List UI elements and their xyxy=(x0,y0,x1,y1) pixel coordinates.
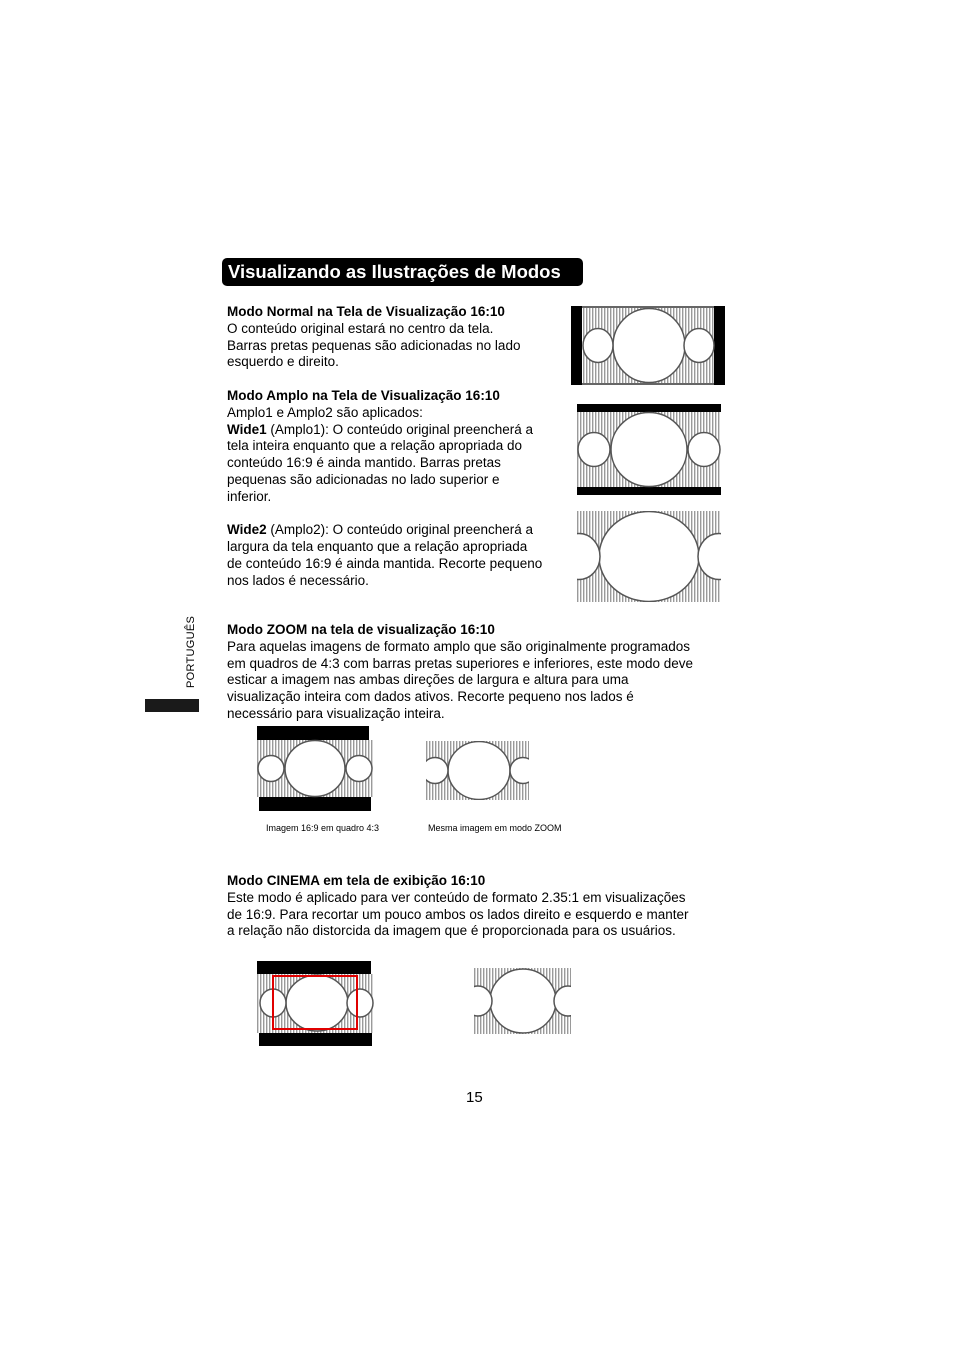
body-line: Barras pretas pequenas são adicionadas no lado xyxy=(227,337,521,353)
body-line xyxy=(227,422,572,439)
caption-right: Mesma imagem em modo ZOOM xyxy=(428,823,562,833)
page-title: Visualizando as Ilustrações de Modos xyxy=(222,258,583,286)
section-normal xyxy=(227,304,572,371)
page-number: 15 xyxy=(466,1089,483,1106)
body-line: a relação não distorcida da imagem que é proporcionada para os usuários. xyxy=(227,923,676,939)
side-language-tab xyxy=(145,699,199,712)
body-line: tela inteira enquanto que a relação apropriada do xyxy=(227,438,522,454)
body-line: de conteúdo 16:9 é ainda mantida. Recorte pequeno xyxy=(227,555,543,571)
body-line: de 16:9. Para recortar um pouco ambos os lados direito e esquerdo e manter xyxy=(227,906,689,922)
body-line: conteúdo 16:9 é ainda mantido. Barras pretas xyxy=(227,455,501,471)
section-heading: Modo CINEMA em tela de exibição 16:10 xyxy=(227,873,486,888)
body-line xyxy=(227,522,572,539)
caption-left: Imagem 16:9 em quadro 4:3 xyxy=(266,823,380,833)
body-line: Este modo é aplicado para ver conteúdo de formato 2.35:1 em visualizações xyxy=(227,889,686,905)
body-line: Para aquelas imagens de formato amplo que são originalmente programados xyxy=(227,638,691,654)
body-line: pequenas são adicionadas no lado superior e xyxy=(227,471,500,487)
section-heading: Modo ZOOM na tela de visualização 16:10 xyxy=(227,622,495,637)
cinema-source-figure xyxy=(257,961,374,1046)
wide2-mode-figure xyxy=(577,511,721,602)
wide1-label: Wide1 xyxy=(227,421,267,437)
body-line: inferior. xyxy=(227,488,272,504)
section-heading: Modo Normal na Tela de Visualização 16:10 xyxy=(227,304,505,319)
body-line: em quadros de 4:3 com barras pretas superiores e inferiores, este modo deve xyxy=(227,655,693,671)
body-line: esquerdo e direito. xyxy=(227,354,339,370)
wide2-label: Wide2 xyxy=(227,522,267,538)
wide2-text: (Amplo2): O conteúdo original preencherá a xyxy=(266,522,534,538)
zoom-mode-figure xyxy=(426,741,529,800)
body-line: esticar a imagem nas ambas direções de largura e altura para uma xyxy=(227,672,629,688)
side-language-label: PORTUGUÊS xyxy=(185,615,197,688)
body-line: necessário para visualização inteira. xyxy=(227,705,445,721)
letterbox-figure xyxy=(257,726,373,811)
section-zoom xyxy=(227,622,737,723)
section-heading: Modo Amplo na Tela de Visualização 16:10 xyxy=(227,388,500,403)
cinema-result-figure xyxy=(474,968,571,1034)
section-wide xyxy=(227,388,572,590)
wide1-mode-figure xyxy=(577,404,721,495)
body-line: O conteúdo original estará no centro da tela. xyxy=(227,320,494,336)
body-line: nos lados é necessário. xyxy=(227,572,369,588)
body-line: visualização inteira com dados ativos. Recorte pequeno nos lados é xyxy=(227,689,634,705)
normal-mode-figure xyxy=(571,306,725,385)
wide1-text: (Amplo1): O conteúdo original preencherá a xyxy=(266,421,534,437)
body-line: largura da tela enquanto que a relação apropriada xyxy=(227,539,528,555)
body-line: Amplo1 e Amplo2 são aplicados: xyxy=(227,404,423,420)
section-cinema xyxy=(227,873,737,940)
